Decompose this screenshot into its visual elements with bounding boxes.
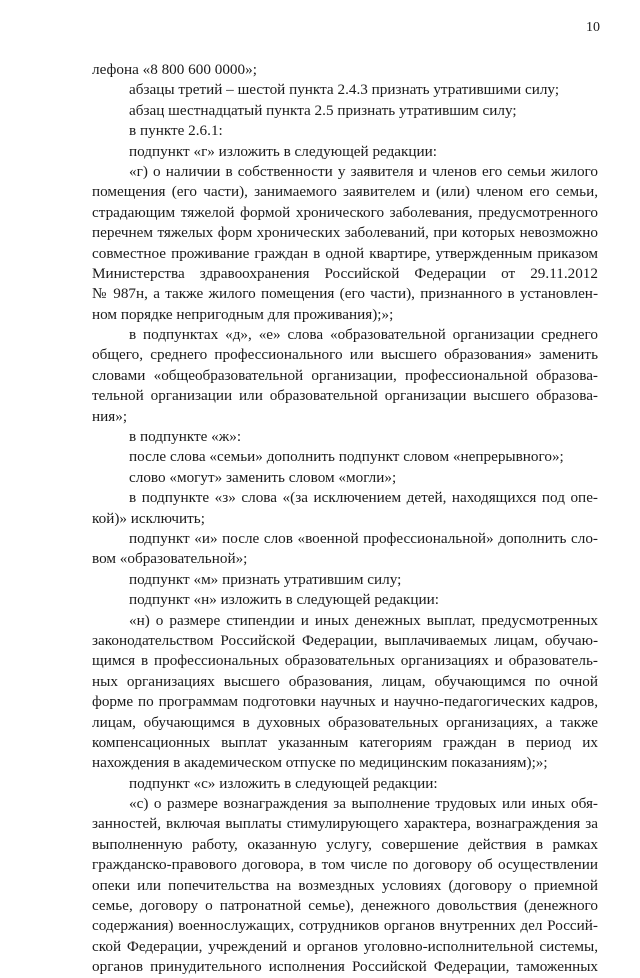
text-line: абзац шестнадцатый пункта 2.5 признать утратившим силу; <box>129 101 517 119</box>
text-line: подпункт «г» изложить в следующей редакции: <box>129 142 438 160</box>
text-line: органов принудительного исполнения Российской Федерации, таможенных <box>92 958 598 976</box>
text-line: семье, договору о патронатной семье), денежного довольствия (денежного <box>92 897 598 915</box>
text-line: лефона «8 800 600 0000»; <box>92 61 257 78</box>
text-line: выполненную работу, оказанную услугу, совершение действия в рамках <box>92 835 598 853</box>
text-line: страдающим тяжелой формой хронического заболевания, предусмотренного <box>92 203 598 221</box>
text-line: занностей, включая выплаты стимулирующего характера, вознаграждения за <box>92 815 598 833</box>
text-line: в подпункте «з» слова «(за исключением детей, находящихся под опе- <box>129 489 598 507</box>
text-line: подпункт «н» изложить в следующей редакции: <box>129 591 439 609</box>
text-line: № 987н, а также жилого помещения (его части), признанного в установлен- <box>92 285 598 303</box>
text-line: ном порядке непригодным для проживания);»; <box>92 305 394 323</box>
text-line: после слова «семьи» дополнить подпункт словом «непрерывного»; <box>129 448 564 466</box>
text-line: в подпункте «ж»: <box>129 428 242 446</box>
text-line: подпункт «с» изложить в следующей редакции: <box>129 774 438 792</box>
text-line: «с) о размере вознаграждения за выполнение трудовых или иных обя- <box>129 795 598 813</box>
text-line: совместное проживание граждан в одной квартире, утвержденным приказом <box>92 244 598 262</box>
page-number: 10 <box>586 20 600 35</box>
text-line: гражданско-правового договора, в том числе по договору об осуществлении <box>92 856 598 874</box>
text-line: ных организациях высшего образования, лицам, обучающимся по очной <box>92 672 598 690</box>
text-line: компенсационных выплат указанным категориям граждан в период их <box>92 733 598 751</box>
text-line: тельной организации или образовательной организации высшего образова- <box>92 387 598 405</box>
text-line: в пункте 2.6.1: <box>129 122 223 140</box>
document-body <box>92 60 598 978</box>
text-line: «г) о наличии в собственности у заявителя и членов его семьи жилого <box>129 162 598 180</box>
text-line: вом «образовательной»; <box>92 550 248 568</box>
text-line: слово «могут» заменить словом «могли»; <box>129 468 397 486</box>
text-line: «н) о размере стипендии и иных денежных выплат, предусмотренных <box>129 611 598 629</box>
text-line: подпункт «м» признать утратившим силу; <box>129 570 402 588</box>
text-line: помещения (его части), занимаемого заявителем и (или) членом его семьи, <box>92 183 598 201</box>
text-line: нахождения в академическом отпуске по медицинским показаниям);»; <box>92 754 548 772</box>
text-line: форме по программам подготовки научных и научно-педагогических кадров, <box>92 693 598 711</box>
text-line: кой)» исключить; <box>92 509 205 527</box>
text-line: ской Федерации, учреждений и органов уголовно-исполнительной системы, <box>92 937 598 955</box>
text-line: щимся в профессиональных образовательных организациях и образователь- <box>92 652 598 670</box>
text-line: перечнем тяжелых форм хронических заболеваний, при которых невозможно <box>92 224 598 242</box>
text-line: словами «общеобразовательной организации, профессиональной образова- <box>92 366 598 384</box>
text-line: опеки или попечительства на возмездных условиях (договору о приемной <box>92 876 598 894</box>
text-line: абзацы третий – шестой пункта 2.4.3 признать утратившими силу; <box>129 81 560 99</box>
text-line: законодательством Российской Федерации, выплачиваемых лицам, обучаю- <box>92 631 598 649</box>
text-line: ния»; <box>92 407 128 425</box>
text-line: лицам, обучающимся в духовных образовательных организациях, а также <box>92 713 598 731</box>
text-line: общего, среднего профессионального или высшего образования» заменить <box>92 346 598 364</box>
text-line: подпункт «и» после слов «военной профессиональной» дополнить сло- <box>129 529 598 547</box>
text-line: Министерства здравоохранения Российской Федерации от 29.11.2012 <box>92 264 598 282</box>
text-line: содержания) военнослужащих, сотрудников органов внутренних дел Россий- <box>92 917 598 935</box>
text-line: в подпунктах «д», «е» слова «образовательной организации среднего <box>129 326 598 344</box>
